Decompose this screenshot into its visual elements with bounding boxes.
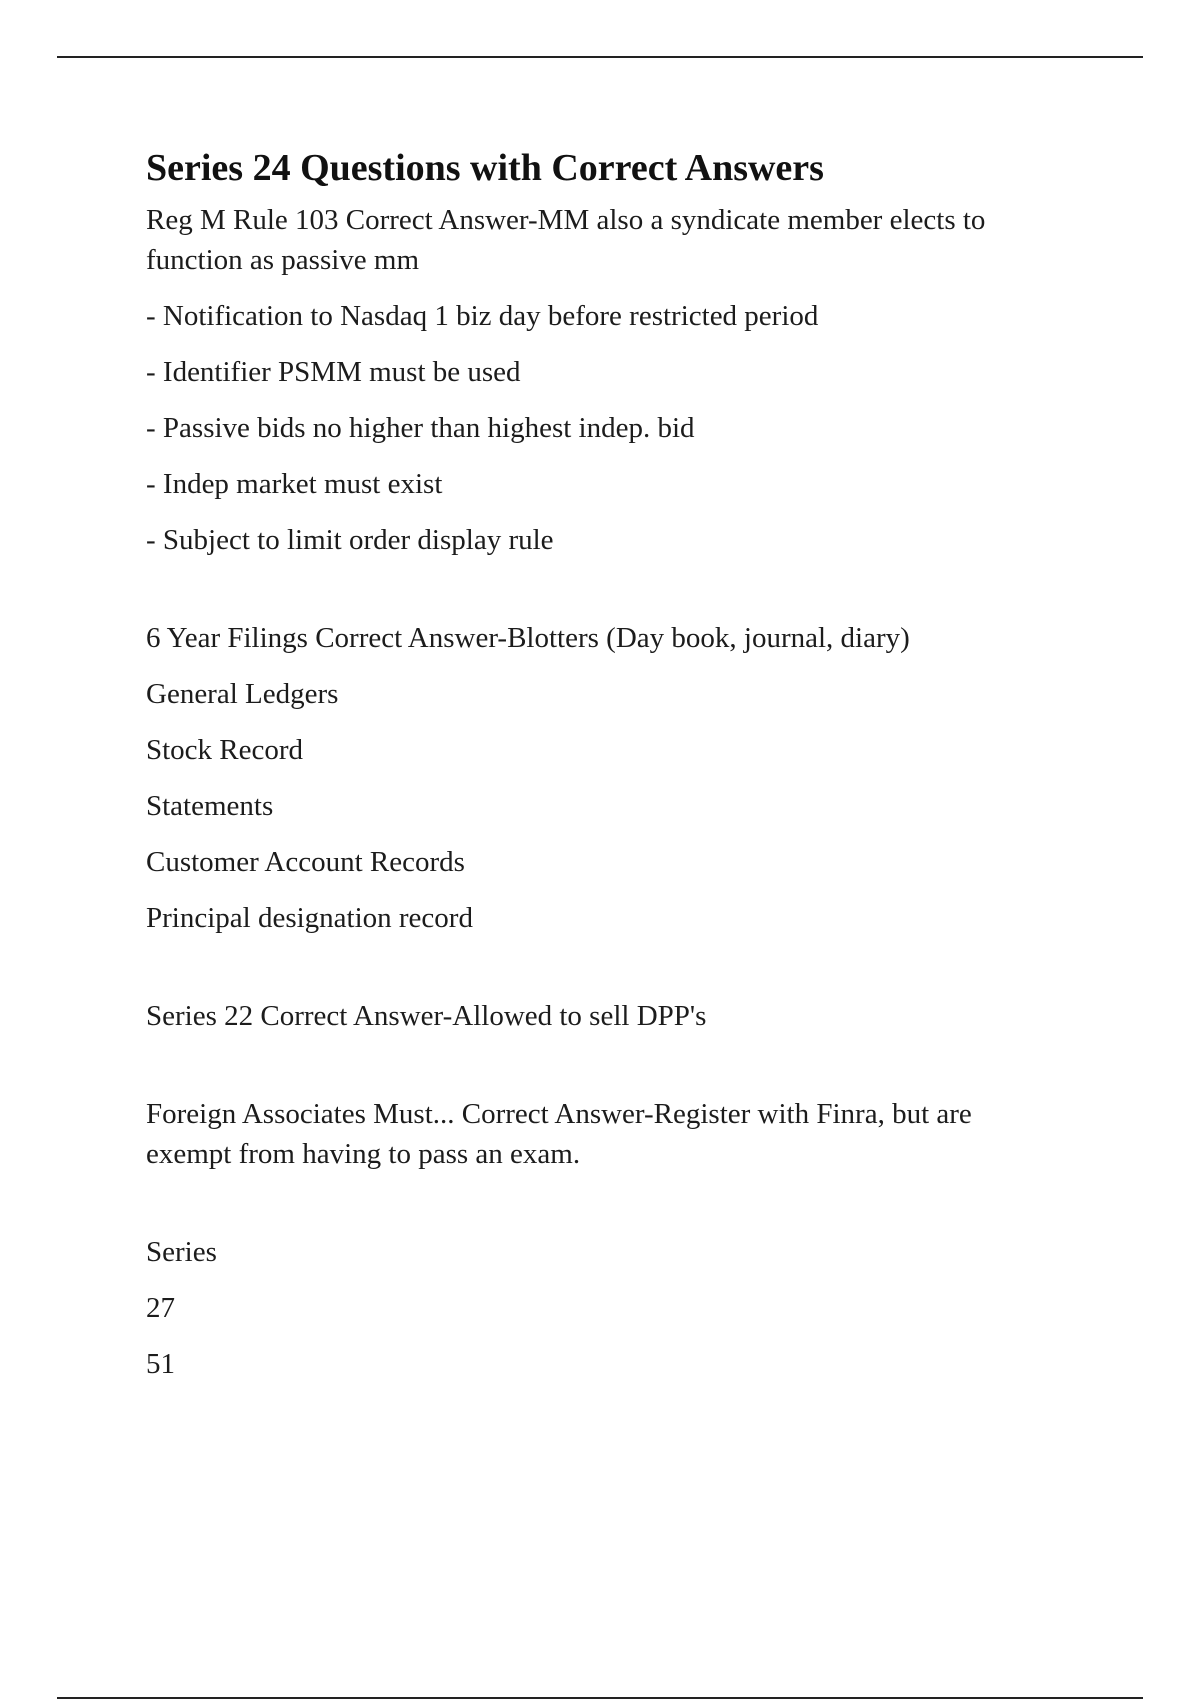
paragraph-6-year-filings: 6 Year Filings Correct Answer-Blotters (Day book, journal, diary) (146, 622, 910, 654)
list-item-identifier: - Identifier PSMM must be used (146, 356, 521, 388)
paragraph-reg-m-rule-103 (146, 200, 1086, 280)
list-item-27: 27 (146, 1292, 175, 1324)
list-item-limit-order: - Subject to limit order display rule (146, 524, 554, 556)
paragraph-series: Series (146, 1236, 217, 1268)
list-item-passive-bids: - Passive bids no higher than highest indep. bid (146, 412, 695, 444)
paragraph-series-22: Series 22 Correct Answer-Allowed to sell DPP's (146, 1000, 707, 1032)
paragraph-foreign-associates (146, 1094, 1086, 1174)
list-item-51: 51 (146, 1348, 175, 1380)
list-item-stock-record: Stock Record (146, 734, 304, 766)
list-item-general-ledgers: General Ledgers (146, 678, 339, 710)
bottom-rule (57, 1697, 1143, 1699)
text-line: Foreign Associates Must... Correct Answer-Register with Finra, but are (146, 1098, 972, 1130)
list-item-statements: Statements (146, 790, 274, 822)
text-line: function as passive mm (146, 244, 420, 276)
text-line: Reg M Rule 103 Correct Answer-MM also a syndicate member elects to (146, 204, 986, 236)
list-item-principal-designation: Principal designation record (146, 902, 473, 934)
top-rule (57, 56, 1143, 58)
document-body (146, 142, 1086, 1384)
text-line: exempt from having to pass an exam. (146, 1138, 581, 1170)
list-item-notification: - Notification to Nasdaq 1 biz day before restricted period (146, 300, 819, 332)
list-item-indep-market: - Indep market must exist (146, 468, 443, 500)
list-item-customer-account-records: Customer Account Records (146, 846, 465, 878)
document-title: Series 24 Questions with Correct Answers (146, 147, 824, 189)
